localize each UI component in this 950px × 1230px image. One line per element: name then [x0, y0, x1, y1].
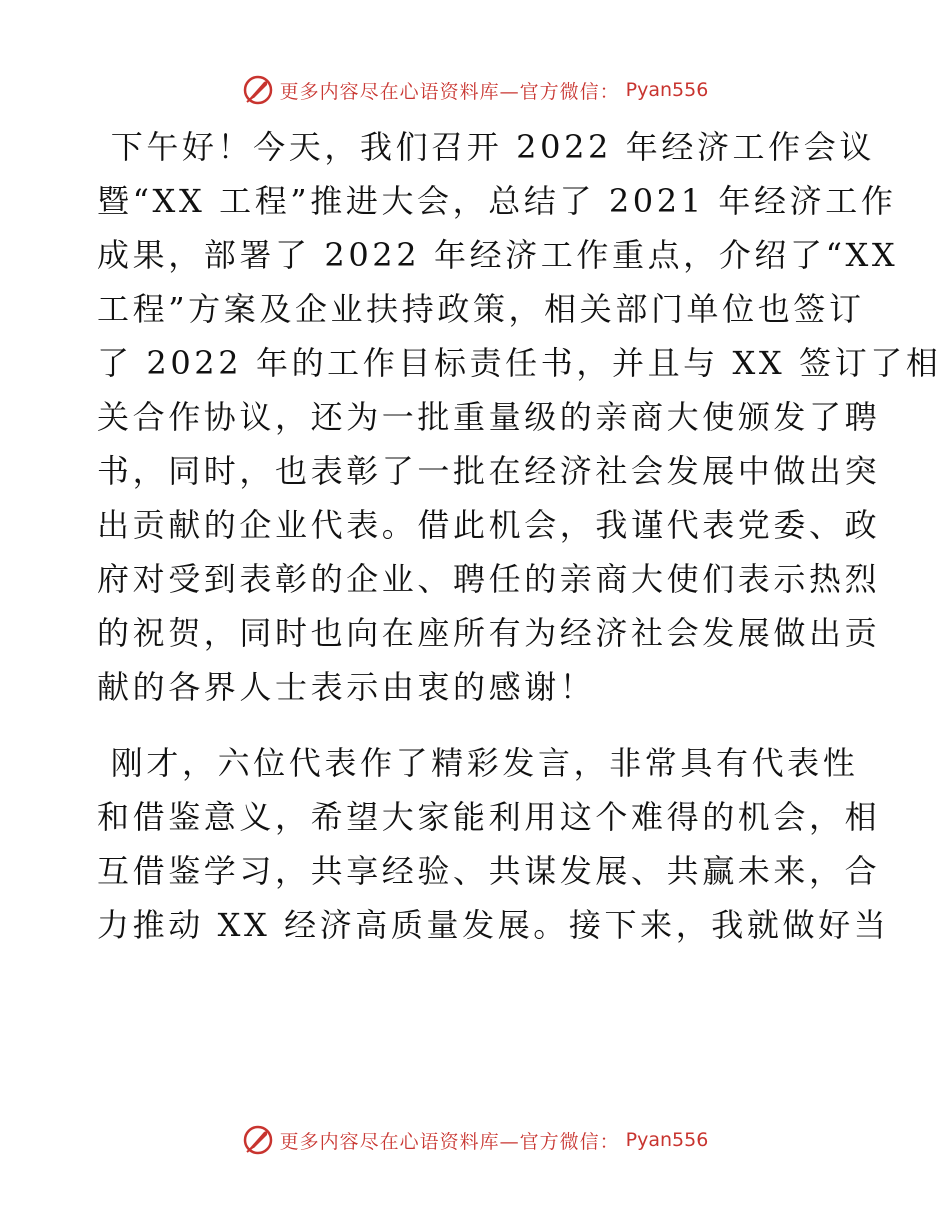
text-line: 献的各界人士表示由衷的感谢！: [97, 668, 596, 706]
text-line: 出贡献的企业代表。借此机会，我谨代表党委、政: [97, 506, 881, 544]
watermark-contact: Pyan556: [625, 79, 709, 101]
quill-seal-icon: [242, 1124, 274, 1156]
text-line: 互借鉴学习，共享经验、共谋发展、共赢未来，合: [97, 852, 881, 890]
text-line: 的祝贺，同时也向在座所有为经济社会发展做出贡: [97, 614, 881, 652]
text-line: 工程”方案及企业扶持政策，相关部门单位也签订: [97, 290, 865, 328]
text-line: 成果，部署了 2022 年经济工作重点，介绍了“XX: [97, 236, 899, 274]
watermark-text: 更多内容尽在心语资料库—官方微信：: [279, 1130, 620, 1153]
watermark-contact: Pyan556: [625, 1129, 709, 1151]
footer-watermark: [0, 1120, 950, 1160]
text-line: 了 2022 年的工作目标责任书，并且与 XX 签订了相: [97, 344, 942, 382]
text-line: 暨“XX 工程”推进大会，总结了 2021 年经济工作: [97, 182, 897, 220]
text-line: 力推动 XX 经济高质量发展。接下来，我就做好当: [97, 906, 890, 944]
header-watermark: [0, 70, 950, 110]
text-line: 书，同时，也表彰了一批在经济社会发展中做出突: [97, 452, 881, 490]
watermark-text: 更多内容尽在心语资料库—官方微信：: [279, 80, 620, 103]
document-body: [97, 120, 942, 952]
paragraph: [97, 736, 890, 952]
text-line: 府对受到表彰的企业、聘任的亲商大使们表示热烈: [97, 560, 881, 598]
quill-seal-icon: [242, 74, 274, 106]
text-line: 下午好！今天，我们召开 2022 年经济工作会议: [97, 128, 875, 166]
text-line: 关合作协议，还为一批重量级的亲商大使颁发了聘: [97, 398, 881, 436]
text-line: 和借鉴意义，希望大家能利用这个难得的机会，相: [97, 798, 881, 836]
text-line: 刚才，六位代表作了精彩发言，非常具有代表性: [97, 744, 859, 782]
paragraph: [97, 120, 942, 714]
